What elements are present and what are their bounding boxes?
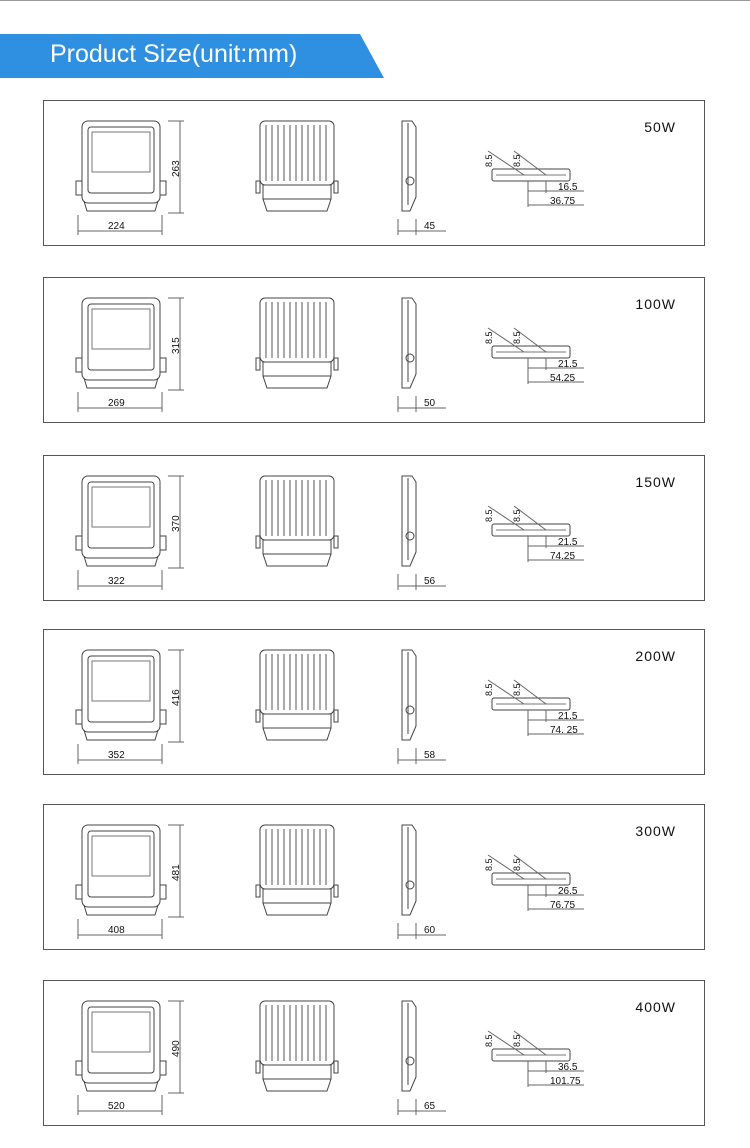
page-title: Product Size(unit:mm) <box>50 40 298 68</box>
front-view-drawing <box>76 121 184 235</box>
offset-2-dimension: 74. 25 <box>550 725 578 736</box>
dimension-drawing <box>44 456 706 602</box>
side-view-drawing <box>398 1001 446 1115</box>
slot-a-dimension: 8.5 <box>484 154 494 167</box>
height-dimension: 481 <box>171 864 182 881</box>
slot-a-dimension: 8.5 <box>484 683 494 696</box>
rear-view-drawing <box>256 476 338 566</box>
width-dimension: 352 <box>108 750 125 761</box>
side-view-drawing <box>398 825 446 939</box>
offset-1-dimension: 36.5 <box>558 1062 578 1073</box>
front-view-drawing <box>76 476 184 590</box>
height-dimension: 490 <box>171 1040 182 1057</box>
front-view-drawing <box>76 1001 184 1115</box>
depth-dimension: 50 <box>424 398 436 409</box>
rear-view-drawing <box>256 650 338 740</box>
depth-dimension: 45 <box>424 221 436 232</box>
product-size-panel-100w <box>43 277 705 423</box>
wattage-label: 200W <box>635 648 676 664</box>
width-dimension: 408 <box>108 925 125 936</box>
rear-view-drawing <box>256 1001 338 1091</box>
offset-1-dimension: 16.5 <box>558 182 578 193</box>
offset-1-dimension: 21.5 <box>558 711 578 722</box>
rear-view-drawing <box>256 825 338 915</box>
depth-dimension: 56 <box>424 576 436 587</box>
front-view-drawing <box>76 650 184 764</box>
height-dimension: 315 <box>171 337 182 354</box>
front-view-drawing <box>76 298 184 412</box>
wattage-label: 150W <box>635 474 676 490</box>
slot-a-dimension: 8.5 <box>484 858 494 871</box>
offset-1-dimension: 26.5 <box>558 886 578 897</box>
slot-b-dimension: 8.5 <box>512 1034 522 1047</box>
width-dimension: 520 <box>108 1101 125 1112</box>
slot-b-dimension: 8.5 <box>512 683 522 696</box>
side-view-drawing <box>398 476 446 590</box>
offset-1-dimension: 21.5 <box>558 537 578 548</box>
dimension-drawing <box>44 981 706 1127</box>
slot-a-dimension: 8.5 <box>484 331 494 344</box>
dimension-drawing <box>44 805 706 951</box>
product-size-panel-50w <box>43 100 705 246</box>
slot-b-dimension: 8.5 <box>512 154 522 167</box>
height-dimension: 263 <box>171 160 182 177</box>
dimension-drawing <box>44 630 706 776</box>
width-dimension: 224 <box>108 221 125 232</box>
depth-dimension: 60 <box>424 925 436 936</box>
side-view-drawing <box>398 650 446 764</box>
wattage-label: 50W <box>644 119 676 135</box>
dimension-drawing <box>44 101 706 247</box>
top-divider <box>0 0 750 1</box>
wattage-label: 400W <box>635 999 676 1015</box>
wattage-label: 300W <box>635 823 676 839</box>
depth-dimension: 58 <box>424 750 436 761</box>
front-view-drawing <box>76 825 184 939</box>
product-size-panel-300w <box>43 804 705 950</box>
side-view-drawing <box>398 121 446 235</box>
slot-a-dimension: 8.5 <box>484 1034 494 1047</box>
depth-dimension: 65 <box>424 1101 436 1112</box>
offset-2-dimension: 54.25 <box>550 373 576 384</box>
width-dimension: 322 <box>108 576 125 587</box>
offset-2-dimension: 101.75 <box>550 1076 581 1087</box>
height-dimension: 416 <box>171 689 182 706</box>
dimension-drawing <box>44 278 706 424</box>
slot-b-dimension: 8.5 <box>512 331 522 344</box>
width-dimension: 269 <box>108 398 125 409</box>
product-size-panel-200w <box>43 629 705 775</box>
slot-b-dimension: 8.5 <box>512 858 522 871</box>
height-dimension: 370 <box>171 515 182 532</box>
offset-2-dimension: 74.25 <box>550 551 576 562</box>
offset-2-dimension: 76.75 <box>550 900 576 911</box>
rear-view-drawing <box>256 298 338 388</box>
slot-b-dimension: 8.5 <box>512 509 522 522</box>
offset-2-dimension: 36.75 <box>550 196 576 207</box>
section-banner <box>0 34 384 78</box>
wattage-label: 100W <box>635 296 676 312</box>
side-view-drawing <box>398 298 446 412</box>
slot-a-dimension: 8.5 <box>484 509 494 522</box>
rear-view-drawing <box>256 121 338 211</box>
offset-1-dimension: 21.5 <box>558 359 578 370</box>
product-size-panel-400w <box>43 980 705 1126</box>
product-size-panel-150w <box>43 455 705 601</box>
